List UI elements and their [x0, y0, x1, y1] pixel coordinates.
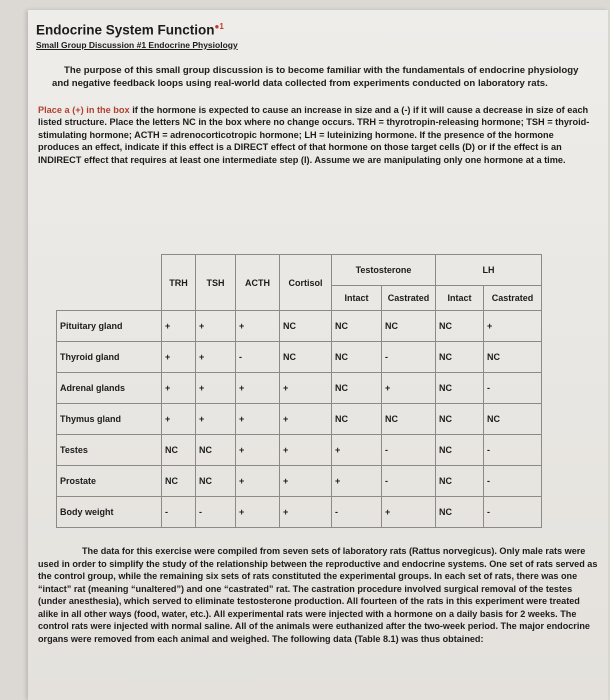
table-cell[interactable]: - — [484, 435, 542, 466]
row-label: Pituitary gland — [57, 311, 162, 342]
table-cell[interactable]: + — [280, 404, 332, 435]
table-cell[interactable]: + — [196, 342, 236, 373]
header-lh-intact: Intact — [436, 286, 484, 311]
table-cell[interactable]: + — [236, 373, 280, 404]
table-cell[interactable]: - — [484, 373, 542, 404]
table-cell[interactable]: NC — [436, 311, 484, 342]
table-cell[interactable]: NC — [332, 373, 382, 404]
page-subtitle: Small Group Discussion #1 Endocrine Physiology — [36, 39, 238, 50]
row-label: Adrenal glands — [57, 373, 162, 404]
instructions-lead: Place a (+) in the box — [38, 104, 130, 115]
table-cell[interactable]: NC — [196, 435, 236, 466]
table-cell[interactable]: NC — [436, 497, 484, 528]
table-cell[interactable]: + — [280, 466, 332, 497]
table-cell[interactable]: NC — [436, 466, 484, 497]
intro-paragraph: The purpose of this small group discussion is to become familiar with the fundamentals of endocrine physiology and negative feedback loops using real-world data collected from experiments conducted on laboratory rats. — [52, 64, 579, 89]
worksheet-page — [28, 10, 608, 700]
table-cell[interactable]: NC — [436, 435, 484, 466]
row-label: Prostate — [57, 466, 162, 497]
table-cell[interactable]: NC — [484, 404, 542, 435]
table-row — [57, 373, 542, 404]
table-cell[interactable]: NC — [382, 311, 436, 342]
page-title — [36, 22, 596, 38]
table-cell[interactable]: + — [280, 435, 332, 466]
table-cell[interactable]: - — [236, 342, 280, 373]
table-cell[interactable]: - — [382, 466, 436, 497]
row-label: Body weight — [57, 497, 162, 528]
table-cell[interactable]: NC — [196, 466, 236, 497]
header-trh: TRH — [162, 255, 196, 311]
title-marker: ●1 — [214, 22, 224, 31]
table-cell[interactable]: + — [236, 435, 280, 466]
table-cell[interactable]: NC — [280, 311, 332, 342]
table-cell[interactable]: + — [196, 311, 236, 342]
table-cell[interactable]: + — [484, 311, 542, 342]
row-label: Thyroid gland — [57, 342, 162, 373]
table-cell[interactable]: NC — [280, 342, 332, 373]
header-tsh: TSH — [196, 255, 236, 311]
table-cell[interactable]: + — [280, 497, 332, 528]
table-cell[interactable]: NC — [382, 404, 436, 435]
table-cell[interactable]: + — [162, 342, 196, 373]
table-row — [57, 404, 542, 435]
table-cell[interactable]: - — [196, 497, 236, 528]
title-text: Endocrine System Function — [36, 22, 215, 38]
table-cell[interactable]: + — [236, 311, 280, 342]
table-cell[interactable]: NC — [162, 466, 196, 497]
table-cell[interactable]: NC — [436, 342, 484, 373]
table-row — [57, 342, 542, 373]
header-testosterone-intact: Intact — [332, 286, 382, 311]
table-cell[interactable]: - — [162, 497, 196, 528]
table-cell[interactable]: NC — [436, 373, 484, 404]
methods-text: The data for this exercise were compiled from seven sets of laboratory rats (Rattus norvegicus). Only male rats were used in order to simplify the study of the relationship between the reproductive and endocrine systems. One set of rats served as the control group, while the remaining six sets of rats constituted the experimental groups. In each set of rats, there was one “intact” rat (meaning “unaltered”) and one “castrated” rat. The castration procedure involved surgical removal of the testes (under anesthesia), which served to eliminate testosterone production. All fourteen of the rats in this experiment were treated alike in all other ways (food, water, etc.). All experimental rats were injected with a hormone on a daily basis for 2 weeks. The control rats were injected with normal saline. All of the animals were euthanized after the two-week period. The major endocrine organs were removed from each animal and weighed. The following data (Table 8.1) was thus obtained: — [38, 546, 598, 644]
header-testosterone-castrated: Castrated — [382, 286, 436, 311]
table-cell[interactable]: + — [196, 404, 236, 435]
table-row — [57, 497, 542, 528]
table-cell[interactable]: + — [196, 373, 236, 404]
instructions-paragraph — [38, 104, 593, 167]
table-header-row — [57, 255, 542, 286]
table-cell[interactable]: NC — [484, 342, 542, 373]
table-cell[interactable]: NC — [332, 342, 382, 373]
instructions-body: if the hormone is expected to cause an increase in size and a (-) if it will cause a decrease in size of each listed structure. Place the letters NC in the box where no change occurs. TRH = thyrotropin-releasing hormone; TSH = thyroid-stimulating hormone; ACTH = adrenocorticotropic hormone; LH = luteinizing hormone. If the presence of the hormone produces an effect, indicate if this effect is a DIRECT effect of that hormone on those target cells (D) or if the effect is an INDIRECT effect that requires at least one intermediate step (I). Assume we are manipulating only one hormone at a time. — [38, 104, 590, 165]
table-row — [57, 466, 542, 497]
table-cell[interactable]: + — [332, 435, 382, 466]
table-cell[interactable]: NC — [332, 311, 382, 342]
table-cell[interactable]: NC — [332, 404, 382, 435]
table-cell[interactable]: - — [382, 435, 436, 466]
table-cell[interactable]: + — [332, 466, 382, 497]
document-content — [36, 18, 596, 166]
methods-paragraph — [38, 545, 598, 645]
table-row — [57, 435, 542, 466]
header-acth: ACTH — [236, 255, 280, 311]
table-cell[interactable]: + — [162, 311, 196, 342]
table-cell[interactable]: - — [484, 466, 542, 497]
table-row — [57, 311, 542, 342]
table-cell[interactable]: + — [236, 466, 280, 497]
table-cell[interactable]: - — [484, 497, 542, 528]
hormone-effects-table — [56, 254, 542, 528]
table-cell[interactable]: + — [236, 497, 280, 528]
row-label: Thymus gland — [57, 404, 162, 435]
table-cell[interactable]: + — [162, 404, 196, 435]
table-body — [57, 311, 542, 528]
header-lh-castrated: Castrated — [484, 286, 542, 311]
table-cell[interactable]: NC — [436, 404, 484, 435]
table-cell[interactable]: NC — [162, 435, 196, 466]
table-cell[interactable]: - — [382, 342, 436, 373]
header-lh: LH — [436, 255, 542, 286]
table-cell[interactable]: + — [280, 373, 332, 404]
table-cell[interactable]: + — [382, 497, 436, 528]
header-testosterone: Testosterone — [332, 255, 436, 286]
table-cell[interactable]: - — [332, 497, 382, 528]
header-cortisol: Cortisol — [280, 255, 332, 311]
row-label: Testes — [57, 435, 162, 466]
table-cell[interactable]: + — [382, 373, 436, 404]
table-cell[interactable]: + — [236, 404, 280, 435]
header-empty — [57, 255, 162, 311]
table-cell[interactable]: + — [162, 373, 196, 404]
